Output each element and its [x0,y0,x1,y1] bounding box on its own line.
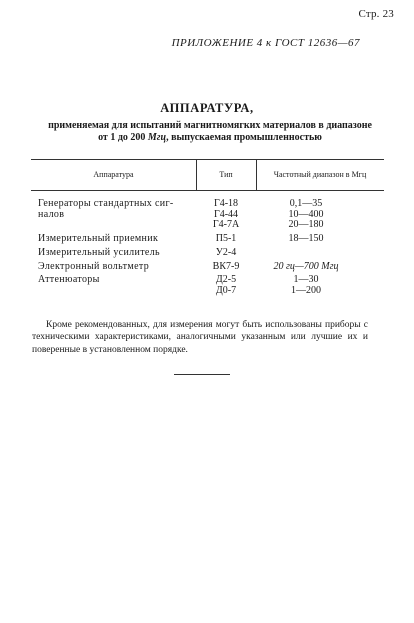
subtitle-line-2-suffix: , выпускаемая промышленностью [166,132,322,143]
table-row-range: 10—400 [288,208,324,220]
table-row-name: Измерительный усилитель [38,247,160,258]
table-row-name: Аттенюаторы [38,274,100,285]
document-title: АППАРАТУРА, [160,101,254,115]
subtitle-unit: Мгц [147,132,167,143]
table-row-name: Измерительный приемник [38,233,159,244]
document-subtitle [30,120,390,144]
table-row-name: Генераторы стандартных сиг- [38,198,174,209]
table-header-rule [31,190,384,191]
end-rule [174,374,230,375]
table-row-type: ВК7-9 [212,261,240,272]
table-top-rule [31,159,384,160]
table-row-type: Д2-5 [215,274,237,285]
table-row-range: 1—200 [291,284,321,296]
page-number: Стр. 23 [358,8,394,20]
table-header-equipment: Аппаратура [93,170,134,179]
table-row-range: 0,1—35 [289,198,323,209]
table-row-type: Г4-18 [213,198,239,209]
subtitle-line-1: применяемая для испытаний магнитномягких материалов в диапазоне [48,120,372,131]
table-header-type: Тип [219,170,233,179]
appendix-heading: ПРИЛОЖЕНИЕ 4 к ГОСТ 12636—67 [171,37,360,49]
table-row-name: Электронный вольтметр [38,261,150,272]
table-header-range: Частотный диапазон в Мгц [273,170,367,179]
table-row-range: 20 гц—700 Мгц [273,261,339,272]
table-row-type: Г4-44 [213,208,239,220]
table-row-type: У2-4 [215,247,237,258]
subtitle-line-2-prefix: от 1 до 200 [98,132,148,143]
table-row-range: 18—150 [288,233,324,244]
table-row-type: Д0-7 [215,284,237,296]
table-row-name: налов [38,208,65,220]
subtitle-line-2 [30,132,390,144]
table-row-range: 1—30 [293,274,319,285]
table-row-type: П5-1 [215,233,237,244]
table-row-range: 20—180 [288,219,324,230]
body-paragraph: Кроме рекомендованных, для измерения могут быть использованы приборы с техническими характеристиками, аналогичными указанным или лучшие их и поверенные в установленном порядке. [32,320,368,355]
table-row-type: Г4-7А [212,219,240,230]
